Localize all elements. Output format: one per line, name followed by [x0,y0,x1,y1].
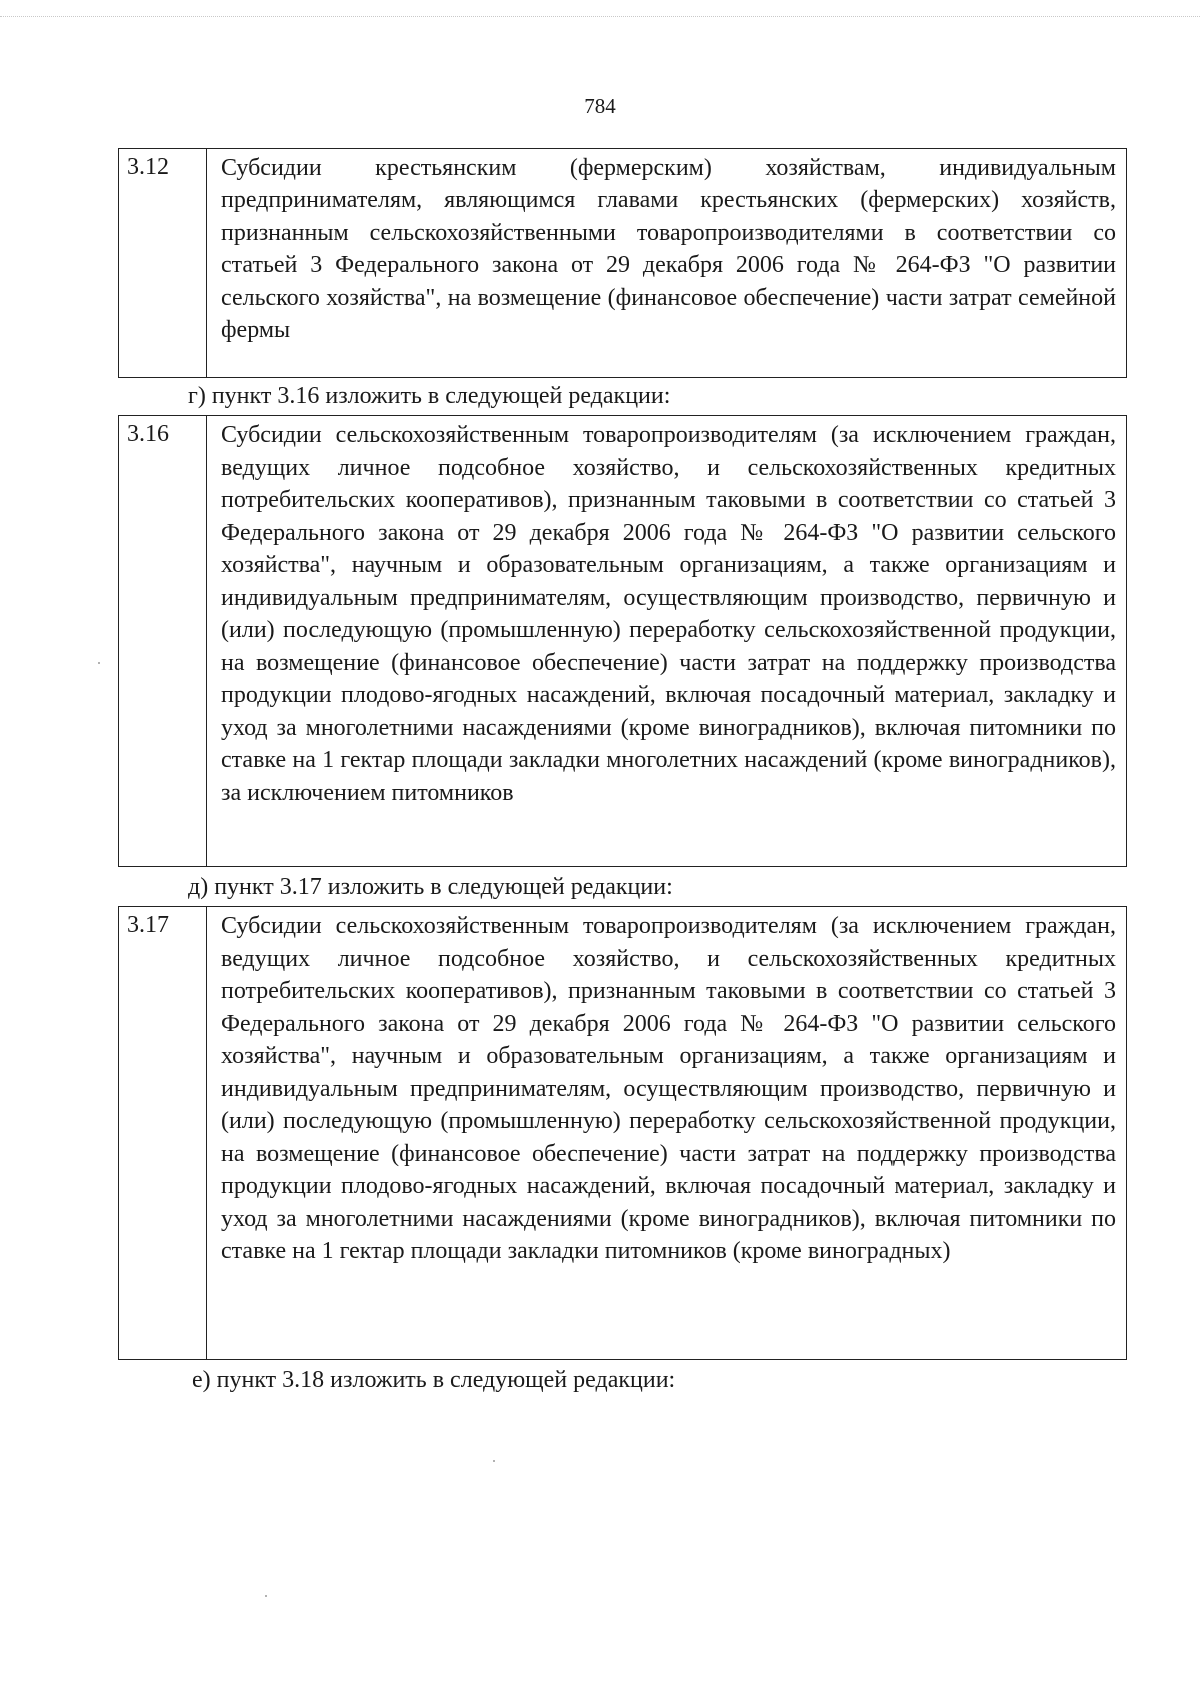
instruction-g: г) пункт 3.16 изложить в следующей редакции: [188,383,671,409]
item-description-cell: Субсидии сельскохозяйственным товаропроизводителям (за исключением граждан, ведущих личное подсобное хозяйство, и сельскохозяйственных кредитных потребительских кооперативов), признанным таковыми в соответствии со статьей 3 Федерального закона от 29 декабря 2006 года № 264-ФЗ "О развитии сельского хозяйства", научным и образовательным организациям, а также организациям и индивидуальным предпринимателям, осуществляющим производство, первичную и (или) последующую (промышленную) переработку сельскохозяйственной продукции, на возмещение (финансовое обеспечение) части затрат на поддержку производства продукции плодово-ягодных насаждений, включая посадочный материал, закладку и уход за многолетними насаждениями (кроме виноградников), включая питомники по ставке на 1 гектар площади закладки питомников (кроме виноградных) [221,913,1116,1264]
table-row-3-16 [118,415,1127,867]
scan-speck [265,1595,267,1597]
scan-speck [493,1460,495,1462]
instruction-e: е) пункт 3.18 изложить в следующей редакции: [192,1367,676,1393]
page-number: 784 [584,94,616,118]
scan-edge-line [0,16,1200,17]
item-description-cell: Субсидии крестьянским (фермерским) хозяйствам, индивидуальным предпринимателям, являющимся главами крестьянских (фермерских) хозяйств, признанным сельскохозяйственными товаропроизводителями в соответствии со статьей 3 Федерального закона от 29 декабря 2006 года № 264-ФЗ "О развитии сельского хозяйства", на возмещение (финансовое обеспечение) части затрат семейной фермы [221,155,1116,344]
table-row-3-17 [118,906,1127,1360]
instruction-d: д) пункт 3.17 изложить в следующей редакции: [188,874,673,900]
item-number-cell: 3.17 [119,907,207,1359]
scan-speck [98,662,100,664]
item-number-cell: 3.16 [119,416,207,866]
item-number-cell: 3.12 [119,149,207,377]
item-description-cell: Субсидии сельскохозяйственным товаропроизводителям (за исключением граждан, ведущих личное подсобное хозяйство, и сельскохозяйственных кредитных потребительских кооперативов), признанным таковыми в соответствии со статьей 3 Федерального закона от 29 декабря 2006 года № 264-ФЗ "О развитии сельского хозяйства", научным и образовательным организациям, а также организациям и индивидуальным предпринимателям, осуществляющим производство, первичную и (или) последующую (промышленную) переработку сельскохозяйственной продукции, на возмещение (финансовое обеспечение) части затрат на поддержку производства продукции плодово-ягодных насаждений, включая посадочный материал, закладку и уход за многолетними насаждениями (кроме виноградников), включая питомники по ставке на 1 гектар площади закладки многолетних насаждений (кроме виноградников), за исключением питомников [221,422,1116,806]
table-row-3-12 [118,148,1127,378]
